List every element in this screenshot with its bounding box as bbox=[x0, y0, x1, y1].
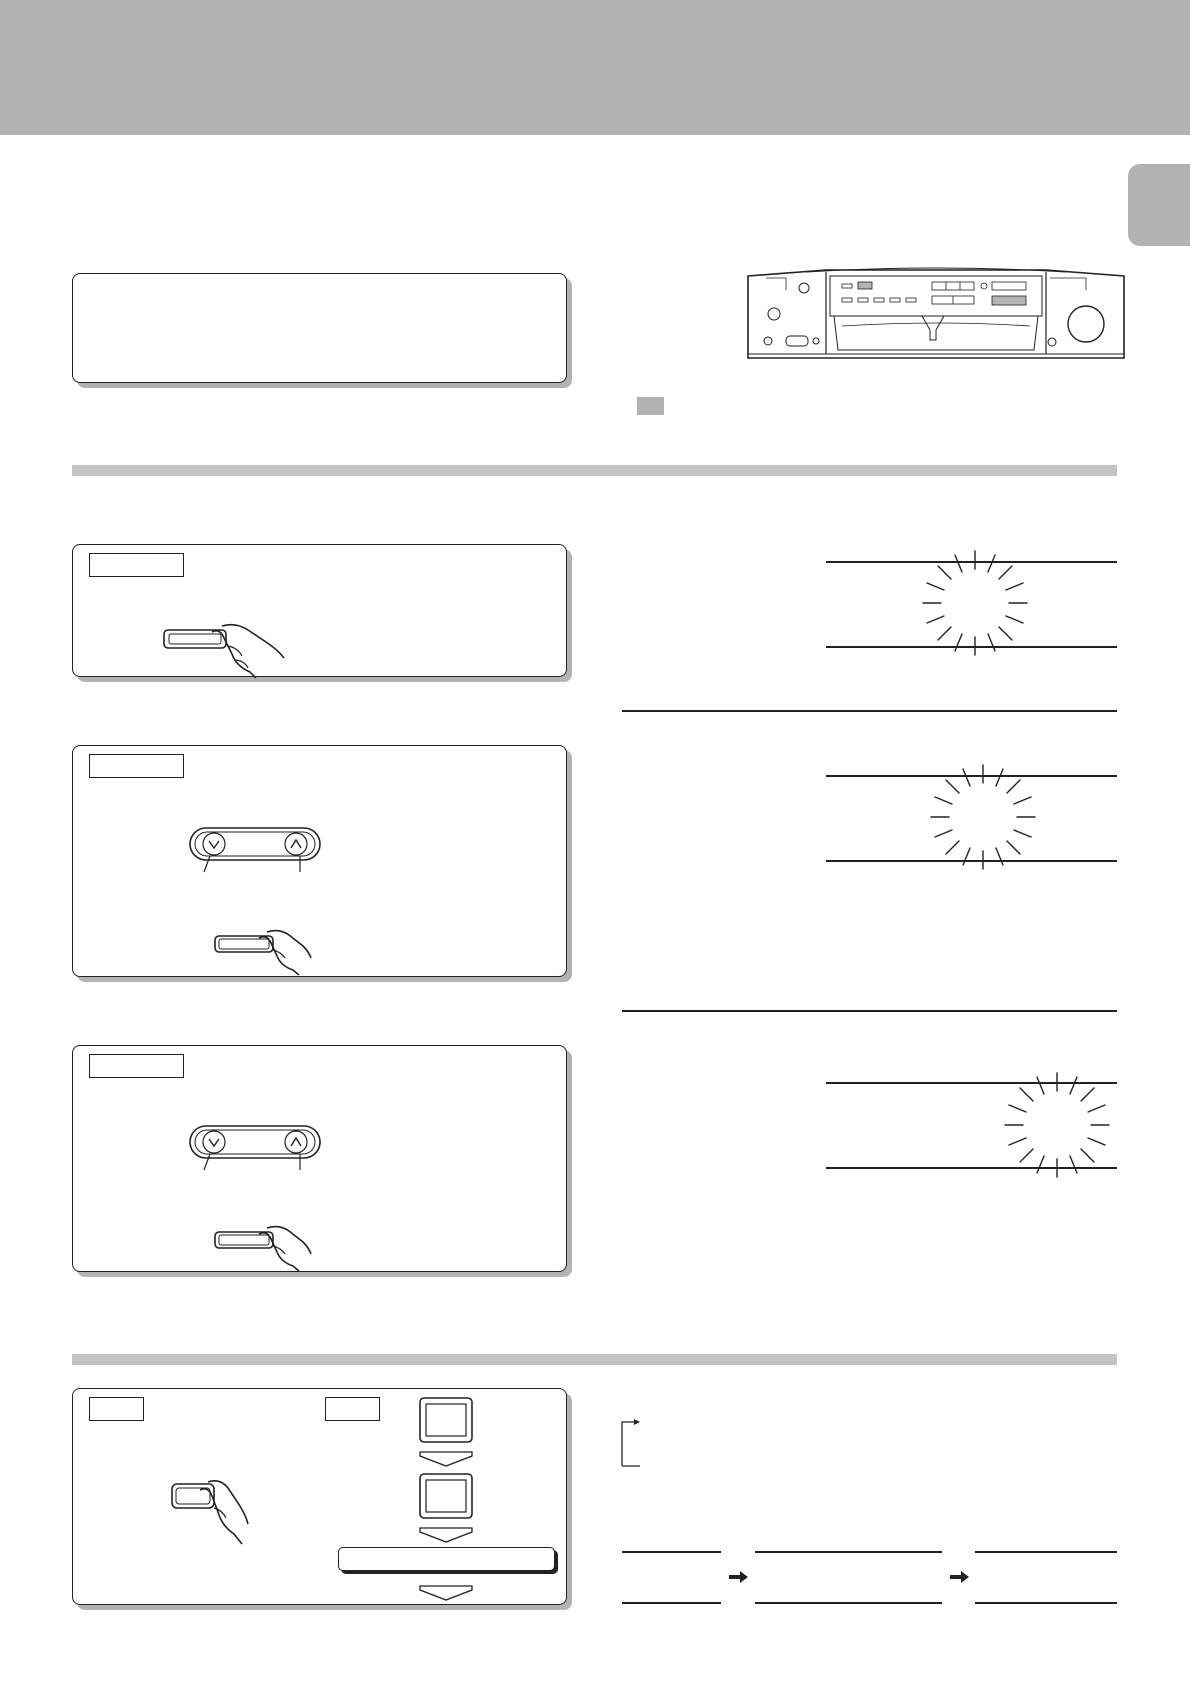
blinking-indicator-icon bbox=[920, 548, 1030, 658]
flow-line bbox=[975, 1551, 1117, 1553]
flow-line bbox=[975, 1602, 1117, 1604]
flow-line bbox=[755, 1602, 942, 1604]
divider-line bbox=[622, 710, 1117, 712]
blinking-indicator-icon bbox=[1002, 1070, 1112, 1180]
display-mode-box bbox=[72, 1388, 567, 1605]
header-band bbox=[0, 0, 1190, 135]
up-down-selector[interactable] bbox=[188, 1124, 323, 1172]
press-button-hand-icon[interactable] bbox=[213, 928, 313, 976]
flow-arrow-icon bbox=[418, 1526, 474, 1544]
press-button-hand-icon[interactable] bbox=[170, 1478, 250, 1548]
press-button-hand-icon[interactable] bbox=[162, 620, 292, 680]
step-box-1 bbox=[72, 544, 567, 677]
press-button-hand-icon[interactable] bbox=[213, 1224, 313, 1272]
flow-arrow-icon bbox=[418, 1584, 474, 1602]
monitor-screen-icon bbox=[418, 1396, 474, 1446]
step-label bbox=[89, 1054, 184, 1078]
legend-swatch bbox=[637, 397, 664, 415]
section-divider bbox=[72, 1354, 1117, 1365]
flow-line bbox=[755, 1551, 942, 1553]
section-divider bbox=[72, 465, 1117, 476]
flow-arrow-icon bbox=[950, 1570, 970, 1584]
up-down-selector[interactable] bbox=[188, 826, 323, 874]
step-label bbox=[89, 1397, 144, 1421]
flow-arrow-icon bbox=[418, 1450, 474, 1468]
divider-line bbox=[622, 1010, 1117, 1012]
section-tab bbox=[1128, 164, 1190, 246]
step-label bbox=[89, 553, 184, 577]
flow-line bbox=[622, 1602, 721, 1604]
blinking-indicator-icon bbox=[928, 762, 1038, 872]
monitor-screen-icon bbox=[418, 1472, 474, 1522]
step-label bbox=[325, 1397, 380, 1421]
display-bar bbox=[338, 1547, 555, 1571]
step-label bbox=[89, 754, 184, 778]
flow-arrow-icon bbox=[729, 1570, 749, 1584]
loop-bracket-icon bbox=[618, 1418, 642, 1470]
flow-line bbox=[622, 1551, 721, 1553]
intro-box bbox=[72, 273, 567, 383]
device-front-panel-icon bbox=[746, 268, 1126, 360]
